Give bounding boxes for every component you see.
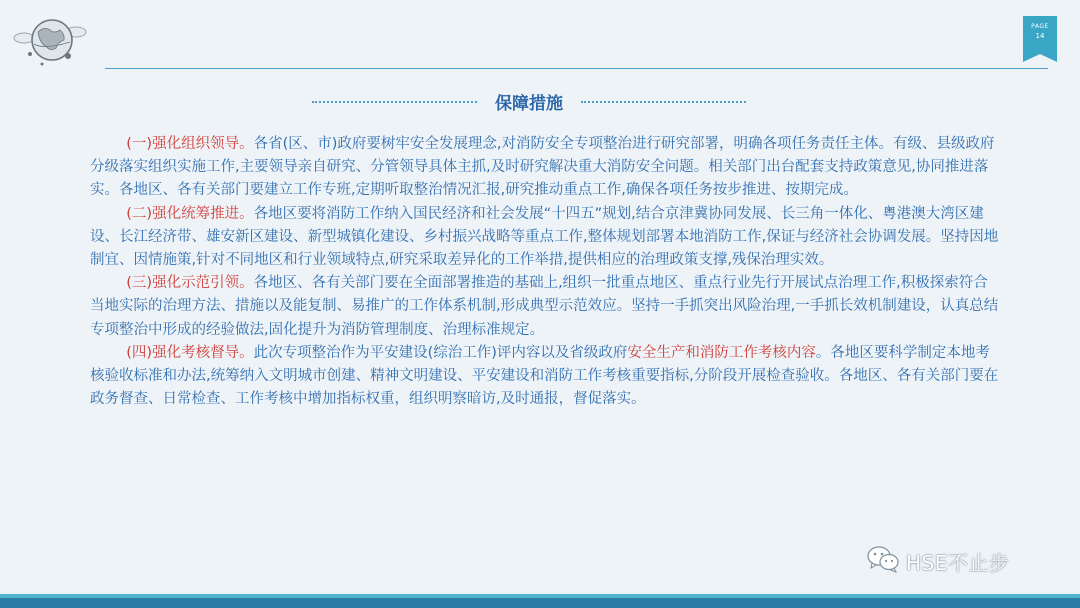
footer-bar [0, 594, 1080, 608]
paragraph-text: 各地区、各有关部门要在全面部署推造的基础上,组织一批重点地区、重点行业先行开展试点治理工作,积极探索符合当地实际的治理方法、措施以及能复制、易推广的工作体系机制,形成典型示范效应。坚持一手抓突出风险治理,一手抓长效机制建设，认真总结专项整治中形成的经验做法,固化提升为消防管理制度、治理标准规定。 [90, 275, 999, 338]
slide-body [90, 133, 1000, 411]
paragraph-demonstration [90, 272, 1000, 342]
page-badge-number: 14 [1035, 32, 1045, 40]
paragraph-text: 各地区要将消防工作纳入国民经济和社会发展“十四五”规划,结合京津冀协同发展、长三角一体化、粤港澳大湾区建设、长江经济带、雄安新区建设、新型城镇化建设、乡村振兴战略等重点工作,整体规划部署本地消防工作,保证与经济社会协调发展。坚持因地制宜、因情施策,针对不同地区和行业领域特点,研究采取差异化的工作举措,提供相应的治理政策支撑,残保治理实效。 [90, 205, 999, 269]
title-row [312, 88, 746, 114]
paragraph-coordination [90, 203, 1000, 273]
paragraph-heading: (三)强化示范引领。 [126, 275, 254, 292]
title-dots-right [581, 101, 746, 103]
watermark [866, 546, 1009, 576]
paragraph-tail: 。各地区要科学制定本地考核验收标准和办法,统筹纳入文明城市创建、精神文明建设、平安建设和消防工作考核重要指标,分阶段开展检查验收。各地区、各有关部门要在政务督查、日常检查、工作考核中增加指标权重，组织明察暗访,及时通报，督促落实。 [90, 344, 999, 408]
paragraph-text: 各省(区、市)政府要树牢安全发展理念,对消防安全专项整治进行研究部署，明确各项任务责任主体。有级、县级政府分级落实组织实施工作,主要领导亲自研究、分管领导具体主抓,及时研究解决重大消防安全问题。相关部门出台配套支持政策意见,协同推进落实。各地区、各有关部门要建立工作专班,定期听取整治情况汇报,研究推动重点工作,确保各项任务按步推进、按期完成。 [90, 136, 995, 199]
watermark-text: HSE不止步 [906, 550, 1010, 575]
page-badge [1023, 16, 1057, 54]
paragraph-heading: (四)强化考核督导。 [126, 344, 254, 361]
slide-title: 保障措施 [495, 93, 563, 114]
title-dots-left [312, 101, 477, 103]
paragraph-assessment [90, 342, 1000, 412]
header-divider [105, 68, 1048, 69]
paragraph-heading: (二)强化统筹推进。 [126, 205, 254, 222]
paragraph-organization [90, 133, 1000, 203]
globe-logo-icon [10, 8, 90, 70]
paragraph-text: 此次专项整治作为平安建设(综治工作)评内容以及省级政府 [253, 344, 628, 361]
page-badge-word: PAGE [1031, 23, 1049, 30]
paragraph-highlight: 安全生产和消防工作考核内容 [627, 344, 816, 361]
paragraph-heading: (一)强化组织领导。 [126, 136, 254, 152]
wechat-icon [866, 545, 900, 577]
